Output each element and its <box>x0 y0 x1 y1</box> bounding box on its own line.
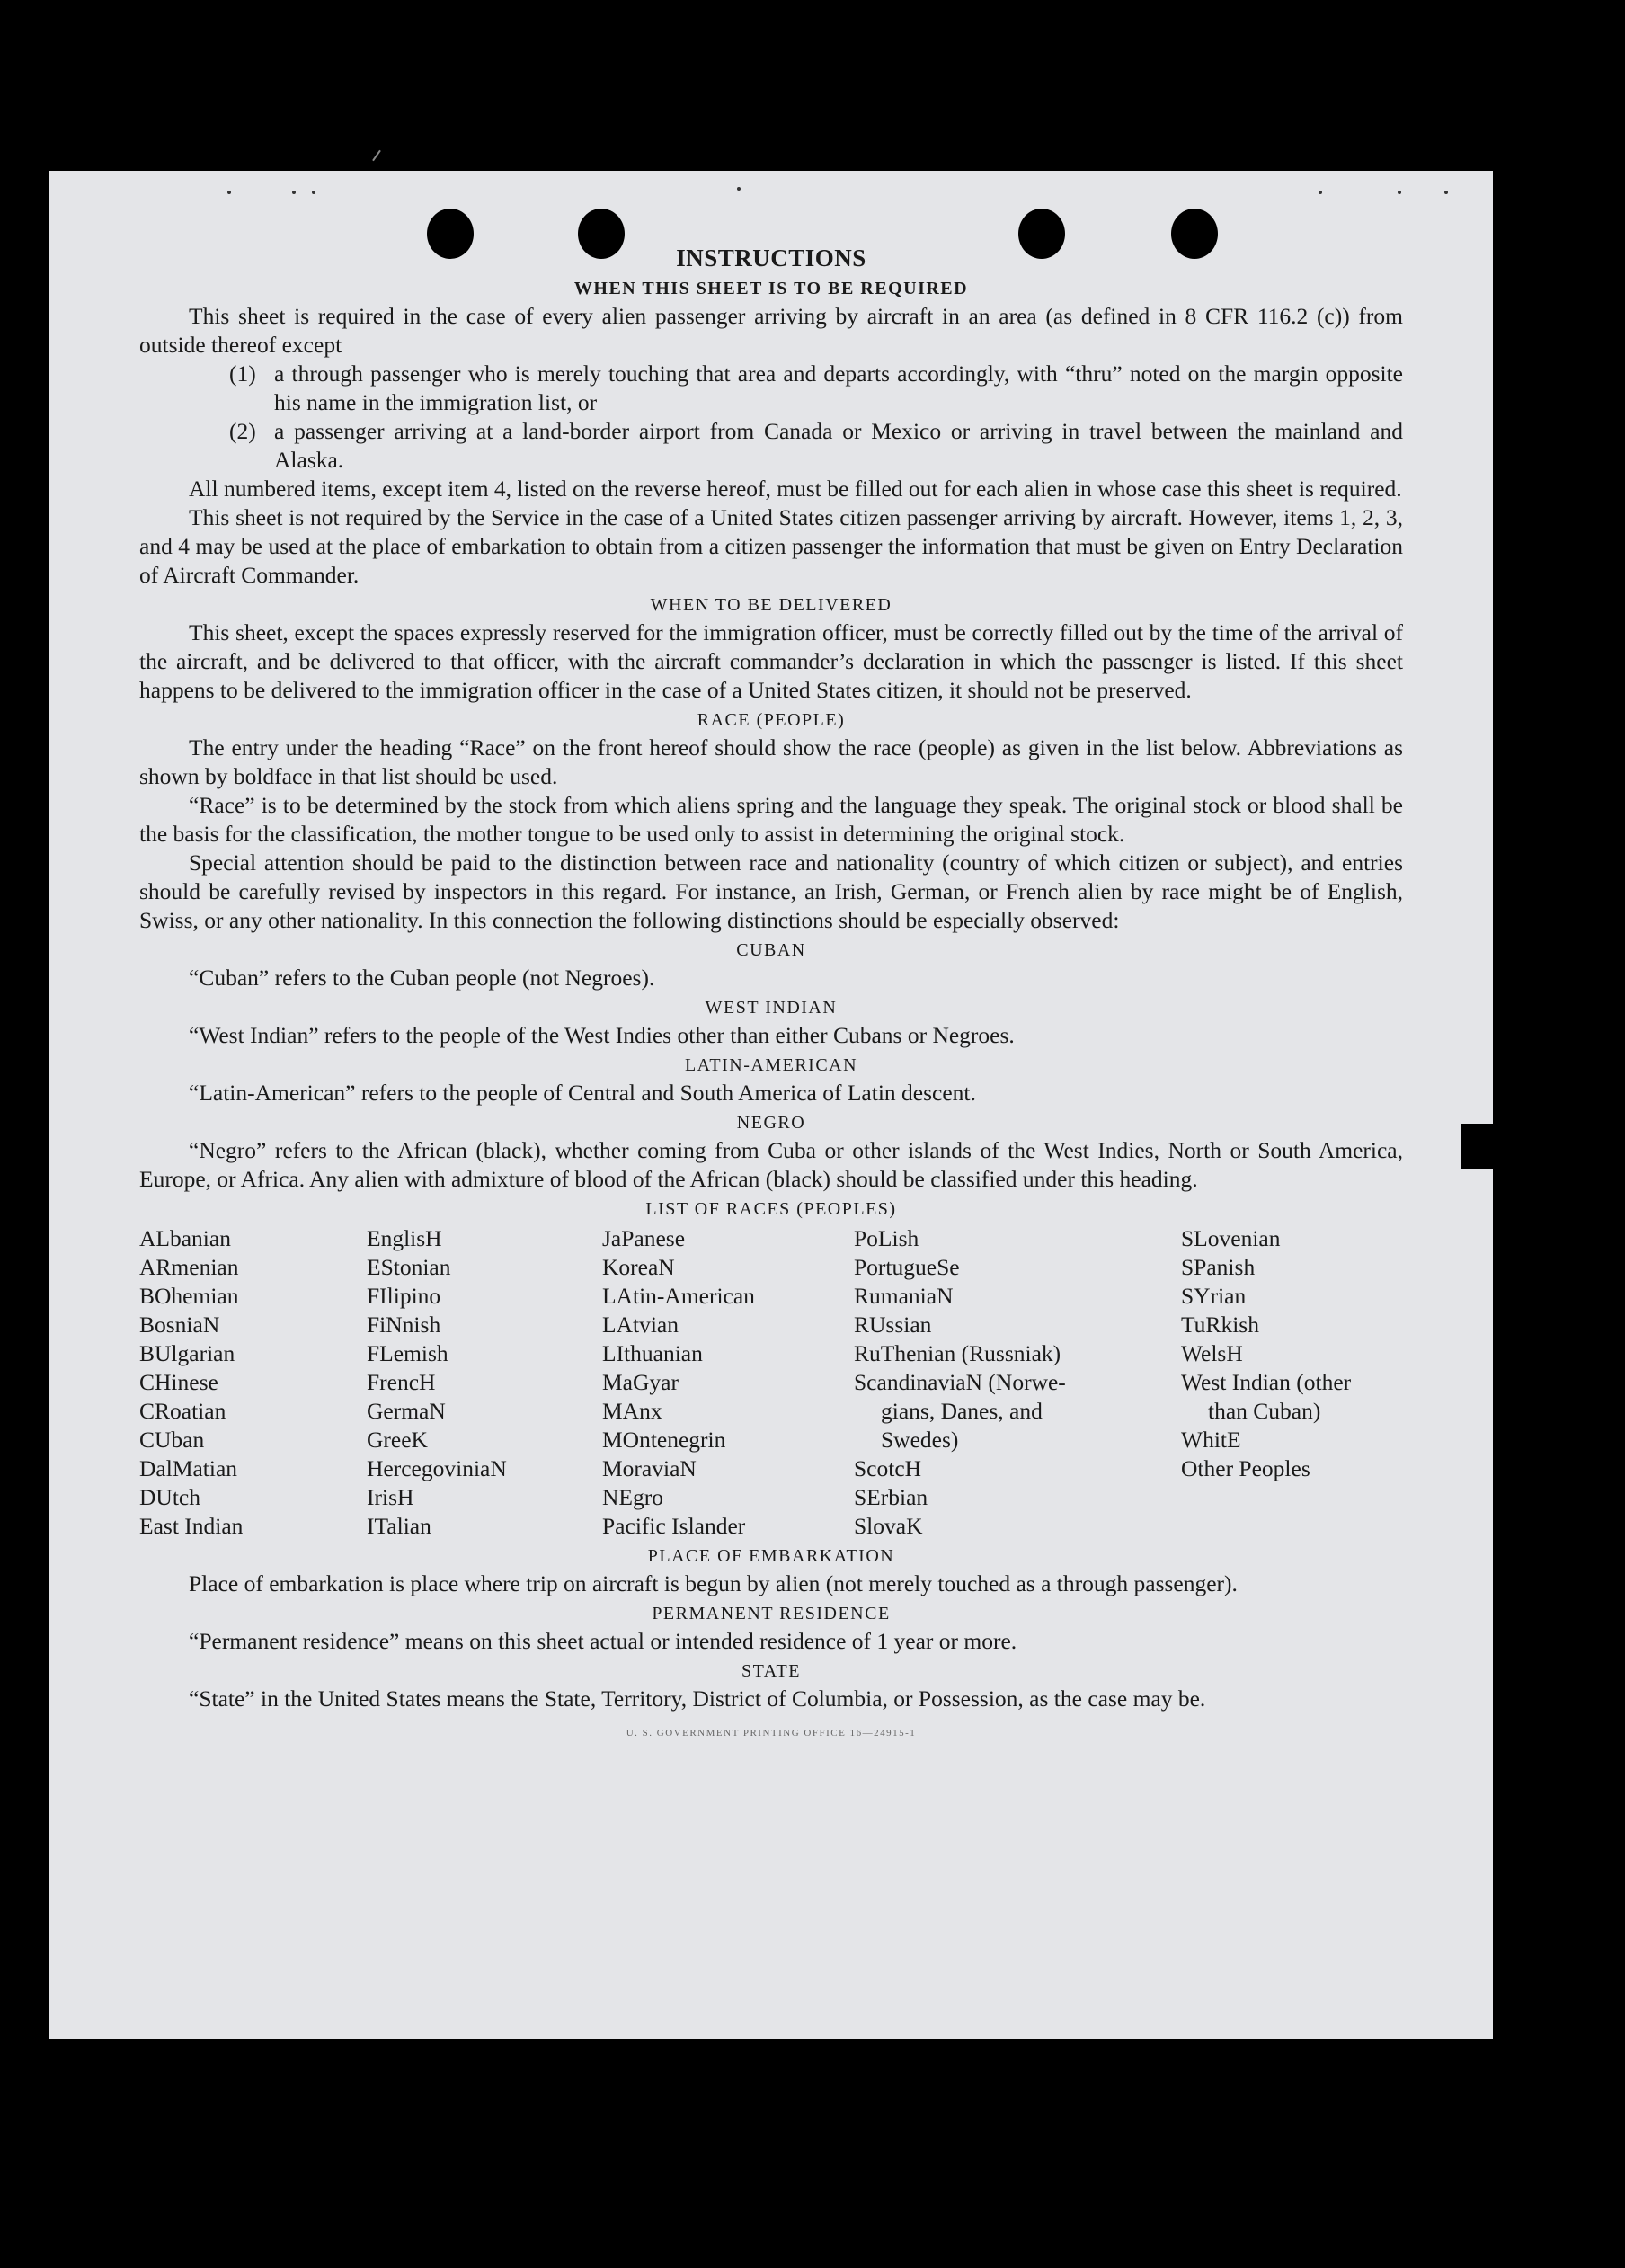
negro-definition: “Negro” refers to the African (black), whether coming from Cuba or other islands of the West Indies, North or South America, Europe, or Africa. Any alien with admixture of blood of the African (black) should be classified under this heading. <box>139 1137 1403 1192</box>
race-entry: PortugueSe <box>854 1254 960 1280</box>
section-heading-race: RACE (PEOPLE) <box>697 710 846 730</box>
race-paragraph-2: “Race” is to be determined by the stock from which aliens spring and the language they speak. The original stock or blood shall be the basis for the classification, the mother tongue to be used only to assist in determining the original stock. <box>139 792 1403 847</box>
speck <box>1398 191 1401 194</box>
race-entry: Other Peoples <box>1181 1455 1310 1481</box>
exception-item <box>229 360 1403 417</box>
section-heading-required: WHEN THIS SHEET IS TO BE REQUIRED <box>573 279 969 298</box>
race-entry: MoraviaN <box>602 1455 697 1481</box>
race-entry: JaPanese <box>602 1225 686 1251</box>
race-entry: SPanish <box>1181 1254 1256 1280</box>
section-heading-west-indian: WEST INDIAN <box>705 998 838 1018</box>
race-entry: WelsH <box>1181 1340 1243 1366</box>
west-indian-definition: “West Indian” refers to the people of the West Indies other than either Cubans or Negroes. <box>189 1022 1015 1048</box>
latin-american-definition: “Latin-American” refers to the people of Central and South America of Latin descent. <box>189 1080 976 1106</box>
race-paragraph-1: The entry under the heading “Race” on the front hereof should show the race (people) as given in the list below. Abbreviations as shown by boldface in that list should be used. <box>139 734 1403 789</box>
instruction-sheet <box>49 171 1493 2039</box>
race-entry: MaGyar <box>602 1369 679 1395</box>
race-entry: HercegovinіaN <box>367 1455 507 1481</box>
races-column <box>1181 1224 1403 1541</box>
race-entry: ITalian <box>367 1513 431 1539</box>
race-entry: DUtch <box>139 1484 200 1510</box>
numbered-items-paragraph: All numbered items, except item 4, listed on the reverse hereof, must be filled out for each alien in whose case this sheet is required. <box>189 476 1402 502</box>
section-heading-delivered: WHEN TO BE DELIVERED <box>650 595 892 615</box>
race-entry: GreeK <box>367 1427 428 1453</box>
exception-text: a through passenger who is merely touching that area and departs accordingly, with “thru” noted on the margin opposite his name in the immigration list, or <box>274 360 1403 415</box>
speck <box>312 191 315 194</box>
race-entry: GermaN <box>367 1398 446 1424</box>
race-entry: EnglisH <box>367 1225 442 1251</box>
race-entry: BUlgarian <box>139 1340 235 1366</box>
section-heading-residence: PERMANENT RESIDENCE <box>652 1604 891 1623</box>
race-entry: FrencH <box>367 1369 436 1395</box>
races-column <box>854 1224 1181 1541</box>
race-entry: LAtin-American <box>602 1283 755 1309</box>
instructions-text <box>139 243 1403 1748</box>
race-entry: RuThenian (Russniak) <box>854 1340 1061 1366</box>
race-entry: MOntenegrin <box>602 1427 726 1453</box>
race-entry: TuRkish <box>1181 1312 1259 1338</box>
race-entry: ScotcH <box>854 1455 922 1481</box>
section-heading-latin-american: LATIN-AMERICAN <box>684 1055 858 1075</box>
race-entry: East Indian <box>139 1513 244 1539</box>
race-entry: BOhemian <box>139 1283 239 1309</box>
race-entry: EStonian <box>367 1254 451 1280</box>
race-entry: MAnx <box>602 1398 662 1424</box>
race-entry: KoreaN <box>602 1254 675 1280</box>
speck <box>227 191 231 194</box>
race-entry: ALbanian <box>139 1225 231 1251</box>
races-column <box>602 1224 854 1541</box>
race-entry: LIthuanian <box>602 1340 703 1366</box>
delivered-paragraph: This sheet, except the spaces expressly reserved for the immigration officer, must be correctly filled out by the time of the arrival of the aircraft, and be delivered to that officer, with the aircraft commander’s declaration in which the passenger is listed. If this sheet happens to be delivered to the immigration officer in the case of a United States citizen, it should not be preserved. <box>139 619 1403 703</box>
residence-definition: “Permanent residence” means on this sheet actual or intended residence of 1 year or more. <box>189 1628 1017 1654</box>
race-entry: RumaniaN <box>854 1283 954 1309</box>
race-entry: RUssian <box>854 1312 932 1338</box>
race-entry-continued: Swedes) <box>881 1427 959 1453</box>
race-entry: DalMatian <box>139 1455 238 1481</box>
races-column <box>139 1224 367 1541</box>
race-entry: FIlipino <box>367 1283 441 1309</box>
race-entry-continued: than Cuban) <box>1208 1398 1321 1424</box>
speck <box>737 187 741 191</box>
race-entry: CHinese <box>139 1369 218 1395</box>
exception-number: (2) <box>229 418 256 444</box>
race-entry: BosniaN <box>139 1312 220 1338</box>
race-entry: IrisH <box>367 1484 414 1510</box>
page-title: INSTRUCTIONS <box>676 245 866 271</box>
race-entry: Pacific Islander <box>602 1513 746 1539</box>
race-entry: SLovenian <box>1181 1225 1281 1251</box>
race-paragraph-3: Special attention should be paid to the distinction between race and nationality (country of which citizen or subject), and entries should be carefully revised by inspectors in this regard. For instance, an Irish, German, or French alien by race might be of English, Swiss, or any other nationality. In this connection the following distinctions should be especially observed: <box>139 849 1403 933</box>
races-list <box>139 1224 1403 1541</box>
embarkation-definition: Place of embarkation is place where trip on aircraft is begun by alien (not merely touched as a through passenger). <box>189 1570 1238 1596</box>
edge-mark <box>1461 1124 1493 1169</box>
scan-mark <box>372 150 381 162</box>
section-heading-state: STATE <box>741 1661 801 1681</box>
required-intro: This sheet is required in the case of every alien passenger arriving by aircraft in an area (as defined in 8 CFR 116.2 (c)) from outside thereof except <box>139 303 1403 358</box>
cuban-definition: “Cuban” refers to the Cuban people (not Negroes). <box>189 965 655 991</box>
race-entry: PoLish <box>854 1225 919 1251</box>
race-entry: SYrian <box>1181 1283 1247 1309</box>
speck <box>1319 191 1322 194</box>
race-entry: NEgro <box>602 1484 663 1510</box>
speck <box>292 191 296 194</box>
state-definition: “State” in the United States means the State, Territory, District of Columbia, or Possession, as the case may be. <box>189 1685 1206 1712</box>
race-entry: WhitE <box>1181 1427 1241 1453</box>
section-heading-cuban: CUBAN <box>736 940 806 960</box>
citizen-paragraph: This sheet is not required by the Service in the case of a United States citizen passenger arriving by aircraft. However, items 1, 2, 3, and 4 may be used at the place of embarkation to obtain from a citizen passenger the information that must be given on Entry Declaration of Aircraft Commander. <box>139 504 1403 588</box>
section-heading-negro: NEGRO <box>736 1113 806 1133</box>
speck <box>1444 191 1448 194</box>
race-entry: CUban <box>139 1427 205 1453</box>
race-entry: LAtvian <box>602 1312 679 1338</box>
exception-item <box>229 417 1403 475</box>
races-column <box>367 1224 602 1541</box>
section-heading-races-list: LIST OF RACES (PEOPLES) <box>645 1199 897 1219</box>
race-entry: ScandinaviaN (Norwe- <box>854 1369 1066 1395</box>
race-entry: West Indian (other <box>1181 1369 1352 1395</box>
race-entry: ARmenian <box>139 1254 239 1280</box>
race-entry: FLemish <box>367 1340 448 1366</box>
race-entry: FiNnish <box>367 1312 441 1338</box>
race-entry: CRoatian <box>139 1398 226 1424</box>
race-entry: SErbian <box>854 1484 928 1510</box>
printer-imprint: U. S. GOVERNMENT PRINTING OFFICE 16—24915-1 <box>626 1728 917 1739</box>
exception-text: a passenger arriving at a land-border airport from Canada or Mexico or arriving in travel between the mainland and Alaska. <box>274 418 1403 473</box>
race-entry: SlovaK <box>854 1513 923 1539</box>
exception-number: (1) <box>229 360 256 387</box>
section-heading-embarkation: PLACE OF EMBARKATION <box>647 1546 895 1566</box>
race-entry-continued: gians, Danes, and <box>881 1398 1043 1424</box>
